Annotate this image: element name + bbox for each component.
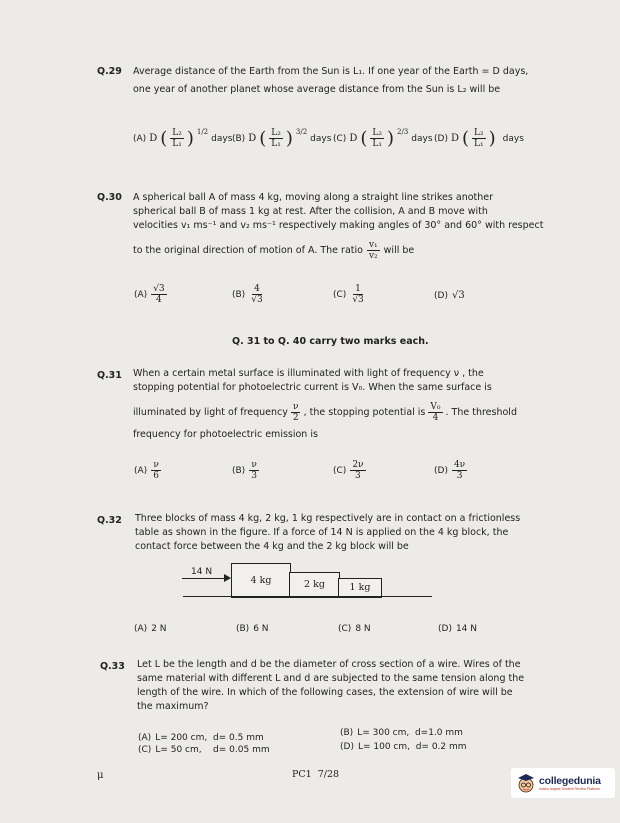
q29-option-d: [434, 128, 524, 149]
option-unit: days: [411, 133, 433, 144]
option-coef: D: [248, 133, 257, 144]
option-fraction: $\frac{1}{√3}$: [352, 284, 364, 305]
ratio-fraction: $\frac{\text{L₂}}{\text{L₁}}$: [271, 128, 281, 149]
q33-number: Q.33: [100, 661, 125, 672]
q31-text-line4: frequency for photoelectric emission is: [133, 429, 318, 440]
q31-option-d: [434, 460, 467, 481]
force-label: 14 N: [191, 567, 213, 577]
q30-text-line3: velocities v₁ ms⁻¹ and v₂ ms⁻¹ respectively making angles of 30° and 60° with respect: [133, 220, 544, 231]
option-text: L= 200 cm, d= 0.5 mm: [155, 733, 264, 743]
q30-text-line1: A spherical ball A of mass 4 kg, moving along a straight line strikes another: [133, 192, 494, 203]
option-text: L= 50 cm, d= 0.05 mm: [155, 745, 270, 755]
option-fraction: $\frac{\nu}{6}$: [153, 460, 159, 481]
option-fraction: $\frac{√3}{4}$: [153, 284, 165, 305]
option-label: (C): [338, 624, 352, 634]
q31-option-c: [333, 460, 366, 481]
option-label: (A): [134, 289, 148, 300]
graduate-mascot-icon: [515, 772, 537, 794]
block-4kg: 4 kg: [231, 563, 291, 598]
option-coef: D: [149, 133, 158, 144]
q32-option-d: [438, 624, 477, 634]
option-coef: D: [349, 133, 358, 144]
q30-option-d: [434, 290, 465, 301]
paren-close: ): [285, 128, 293, 149]
option-label: (B): [340, 728, 354, 738]
q32-text-line2: table as shown in the figure. If a force of 14 N is applied on the 4 kg block, the: [135, 527, 509, 538]
option-value: √3: [451, 290, 465, 301]
q33-text-line2: same material with different L and d are subjected to the same tension along the: [137, 673, 525, 684]
option-text: L= 100 cm, d= 0.2 mm: [357, 742, 467, 752]
option-label: (D): [434, 133, 448, 144]
collegedunia-logo: [511, 768, 615, 798]
option-text: 6 N: [253, 624, 269, 634]
exponent: 3/2: [295, 128, 308, 136]
handwritten-mark: μ: [97, 770, 104, 781]
q31-number: Q.31: [97, 370, 122, 381]
paren-open: (: [360, 128, 368, 149]
brand-tagline: India's largest Student Review Platform: [539, 787, 600, 791]
table-surface: [183, 596, 432, 597]
half-frequency: $\frac{\nu}{2}$: [292, 402, 299, 423]
ratio-fraction: $\frac{\text{L₂}}{\text{L₁}}$: [372, 128, 382, 149]
ratio-fraction: $\frac{\text{L₂}}{\text{L₁}}$: [474, 128, 484, 149]
q30-option-b: [232, 284, 265, 305]
q31-option-b: [232, 460, 259, 481]
paren-open: (: [259, 128, 267, 149]
exponent: 1/2: [196, 128, 209, 136]
q33-option-a: [138, 733, 264, 743]
q29-option-c: [333, 128, 433, 149]
q31-text-line2: stopping potential for photoelectric current is V₀. When the same surface is: [133, 382, 492, 393]
page-number: PC1 7/28: [292, 769, 340, 780]
q30-option-c: [333, 284, 366, 305]
quarter-potential: $\frac{\text{V₀}}{4}$: [430, 402, 441, 423]
option-label: (A): [134, 465, 148, 476]
q30-line4-start: to the original direction of motion of A. The ratio: [133, 245, 363, 256]
paren-close: ): [488, 128, 496, 149]
option-label: (B): [232, 133, 246, 144]
brand-name: collegedunia: [539, 775, 601, 787]
option-label: (A): [134, 624, 148, 634]
paren-close: ): [186, 128, 194, 149]
block-1kg: 1 kg: [338, 578, 382, 598]
exponent: 2/3: [397, 128, 409, 136]
q31-option-a: [134, 460, 161, 481]
option-coef: D: [450, 133, 459, 144]
option-text: 14 N: [455, 624, 477, 634]
q30-option-a: [134, 284, 167, 305]
option-unit: days: [211, 133, 233, 144]
q33-option-d: [340, 742, 467, 752]
option-fraction: $\frac{\nu}{3}$: [251, 460, 257, 481]
force-arrow-head: [224, 574, 231, 582]
option-unit: days: [502, 133, 524, 144]
q33-text-line3: length of the wire. In which of the following cases, the extension of wire will be: [137, 687, 513, 698]
option-label: (B): [232, 289, 246, 300]
q32-number: Q.32: [97, 515, 122, 526]
option-text: 8 N: [355, 624, 371, 634]
q31-text-line3: [133, 402, 517, 423]
ratio-fraction: $\frac{\text{L₂}}{\text{L₁}}$: [172, 128, 182, 149]
q32-text-line1: Three blocks of mass 4 kg, 2 kg, 1 kg respectively are in contact on a frictionless: [135, 513, 521, 524]
q30-text-line2: spherical ball B of mass 1 kg at rest. After the collision, A and B move with: [133, 206, 488, 217]
option-text: 2 N: [151, 624, 167, 634]
option-text: L= 300 cm, d=1.0 mm: [357, 728, 463, 738]
option-label: (C): [138, 745, 152, 755]
q32-option-b: [236, 624, 269, 634]
option-label: (D): [434, 290, 448, 301]
q29-text-line1: Average distance of the Earth from the Sun is L₁. If one year of the Earth = D days,: [133, 66, 529, 77]
q29-option-a: [133, 128, 232, 149]
q29-text-line2: one year of another planet whose average distance from the Sun is L₂ will be: [133, 84, 501, 95]
q33-text-line1: Let L be the length and d be the diameter of cross section of a wire. Wires of the: [137, 659, 521, 670]
option-label: (D): [438, 624, 452, 634]
q30-number: Q.30: [97, 192, 122, 203]
q33-text-line4: the maximum?: [137, 701, 209, 712]
paren-open: (: [160, 128, 168, 149]
q33-option-c: [138, 745, 270, 755]
q31-text-line1: When a certain metal surface is illuminated with light of frequency ν , the: [133, 368, 484, 379]
option-fraction: $\frac{2\nu}{3}$: [352, 460, 364, 481]
option-label: (C): [333, 133, 347, 144]
q32-option-a: [134, 624, 167, 634]
velocity-ratio: $\frac{\text{v₁}}{\text{v₂}}$: [368, 240, 378, 261]
force-arrow-shaft: [182, 578, 230, 579]
option-fraction: $\frac{4}{√3}$: [251, 284, 263, 305]
q31-line3-mid: , the stopping potential is: [303, 407, 426, 418]
option-label: (D): [434, 465, 448, 476]
q29-option-b: [232, 128, 331, 149]
q31-line3-start: illuminated by light of frequency: [133, 407, 288, 418]
q32-text-line3: contact force between the 4 kg and the 2 kg block will be: [135, 541, 409, 552]
option-label: (C): [333, 289, 347, 300]
option-label: (B): [236, 624, 250, 634]
option-label: (C): [333, 465, 347, 476]
section-heading: Q. 31 to Q. 40 carry two marks each.: [232, 336, 429, 347]
option-unit: days: [310, 133, 332, 144]
q30-line4-end: will be: [383, 245, 415, 256]
paren-open: (: [461, 128, 470, 149]
option-label: (A): [133, 133, 147, 144]
option-label: (A): [138, 733, 152, 743]
option-label: (B): [232, 465, 246, 476]
q33-option-b: [340, 728, 463, 738]
q31-line3-end: . The threshold: [445, 407, 517, 418]
paren-close: ): [386, 128, 394, 149]
q32-option-c: [338, 624, 371, 634]
q29-number: Q.29: [97, 66, 122, 77]
option-label: (D): [340, 742, 354, 752]
block-2kg: 2 kg: [289, 572, 340, 598]
option-fraction: $\frac{4\nu}{3}$: [453, 460, 466, 481]
q30-text-line4: [133, 240, 414, 261]
